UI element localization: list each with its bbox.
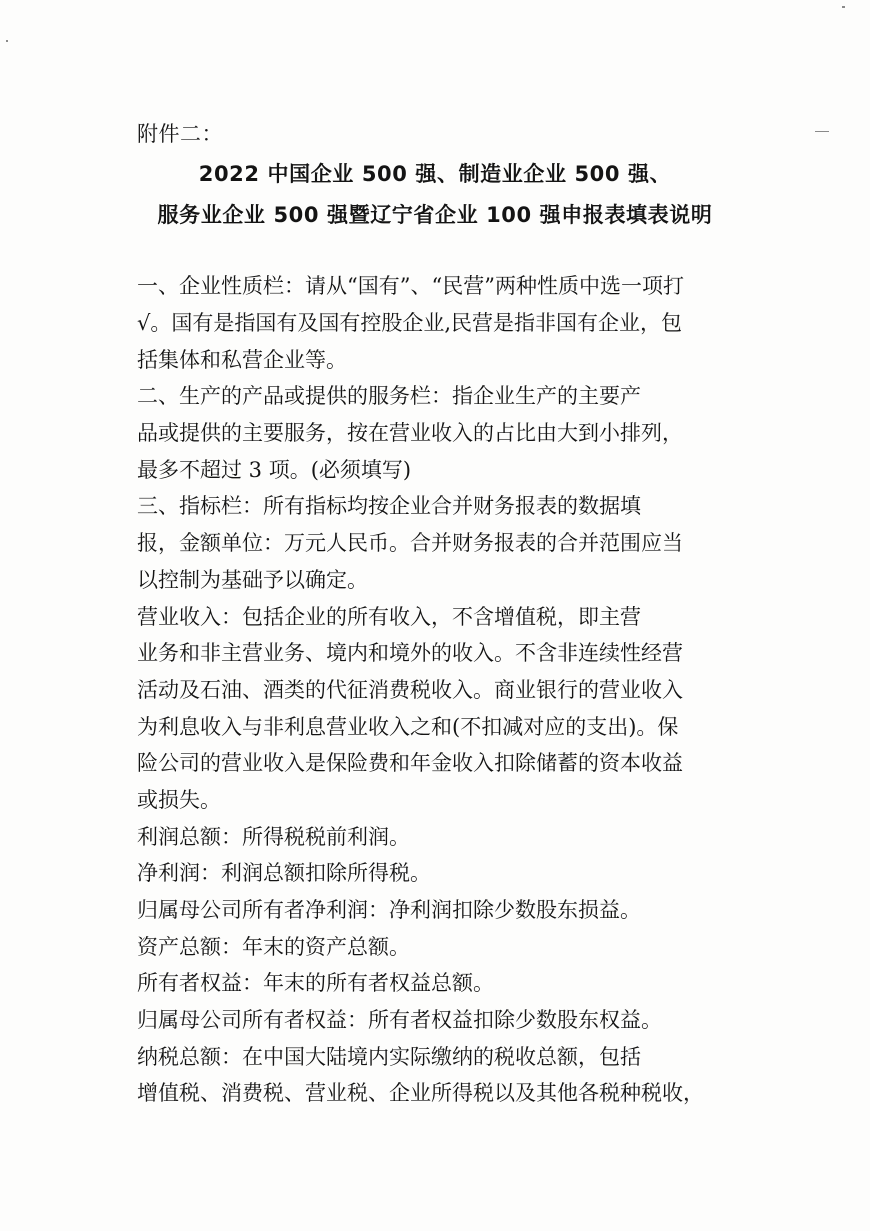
body-line: 活动及石油、酒类的代征消费税收入。商业银行的营业收入 <box>137 678 683 702</box>
attachment-label: 附件二： <box>137 122 223 146</box>
body-line: 利润总额：所得税税前利润。 <box>137 825 410 849</box>
document-title-line-2: 服务业企业 500 强暨辽宁省企业 100 强申报表填表说明 <box>157 203 713 227</box>
body-line: 营业收入：包括企业的所有收入，不含增值税，即主营 <box>137 605 641 629</box>
body-line: 归属母公司所有者权益：所有者权益扣除少数股东权益。 <box>137 1008 662 1032</box>
body-line: 二、生产的产品或提供的服务栏：指企业生产的主要产 <box>137 384 641 408</box>
body-line: 险公司的营业收入是保险费和年金收入扣除储蓄的资本收益 <box>137 751 683 775</box>
scan-speck <box>842 6 845 8</box>
body-line: 净利润：利润总额扣除所得税。 <box>137 861 431 885</box>
scan-speck <box>815 131 829 132</box>
body-line: 为利息收入与非利息营业收入之和(不扣减对应的支出)。保 <box>137 715 679 739</box>
body-line: 或损失。 <box>137 788 221 812</box>
body-line: 增值税、消费税、营业税、企业所得税以及其他各税种税收， <box>137 1081 704 1105</box>
body-line: 资产总额：年末的资产总额。 <box>137 935 410 959</box>
body-line: 最多不超过 3 项。(必须填写) <box>137 458 412 482</box>
body-line: 三、指标栏：所有指标均按企业合并财务报表的数据填 <box>137 494 641 518</box>
body-line: √。国有是指国有及国有控股企业,民营是指非国有企业，包 <box>137 311 683 335</box>
body-line: 品或提供的主要服务，按在营业收入的占比由大到小排列， <box>137 421 683 445</box>
body-line: 归属母公司所有者净利润：净利润扣除少数股东损益。 <box>137 898 641 922</box>
scan-speck <box>6 40 8 42</box>
body-line: 报，金额单位：万元人民币。合并财务报表的合并范围应当 <box>137 531 683 555</box>
document-title-line-1: 2022 中国企业 500 强、制造业企业 500 强、 <box>198 162 672 186</box>
body-line: 一、企业性质栏：请从“国有”、“民营”两种性质中选一项打 <box>137 274 684 298</box>
body-line: 业务和非主营业务、境内和境外的收入。不含非连续性经营 <box>137 641 683 665</box>
body-line: 以控制为基础予以确定。 <box>137 568 368 592</box>
body-line: 所有者权益：年末的所有者权益总额。 <box>137 971 494 995</box>
body-line: 纳税总额：在中国大陆境内实际缴纳的税收总额，包括 <box>137 1045 641 1069</box>
body-line: 括集体和私营企业等。 <box>137 348 347 372</box>
